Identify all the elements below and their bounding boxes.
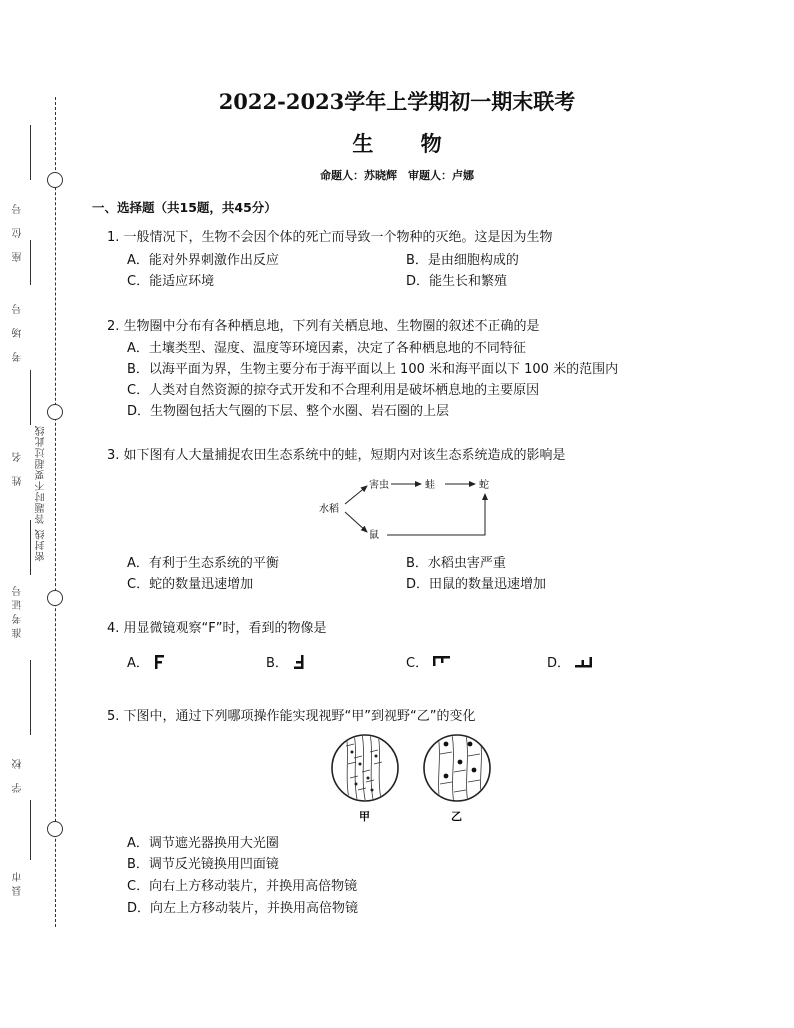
- q2-option-c[interactable]: C．人类对自然资源的掠夺式开发和不合理利用是破坏栖息地的主要原因: [127, 383, 540, 398]
- binding-hole: [47, 821, 63, 837]
- q2-option-a[interactable]: A．土壤类型、湿度、温度等环境因素，决定了各种栖息地的不同特征: [127, 341, 526, 356]
- arrow-rice-mouse: [345, 512, 367, 532]
- q1-option-b[interactable]: B．是由细胞构成的: [406, 253, 519, 268]
- food-web-diagram: [315, 474, 505, 546]
- question-3-stem: 3. 如下图有人大量捕捉农田生态系统中的蛙，短期内对该生态系统造成的影响是: [107, 448, 566, 463]
- food-web-snake: 蛇: [479, 480, 489, 491]
- exam-id-label: 准考证号: [13, 582, 24, 638]
- q4-option-b[interactable]: [266, 652, 306, 671]
- q4-option-c[interactable]: [406, 652, 452, 671]
- f-image-d: [574, 654, 594, 670]
- food-web-mouse: 鼠: [369, 530, 379, 541]
- field-jia-label: 甲: [359, 810, 370, 823]
- field-yi-label: 乙: [451, 810, 462, 823]
- q2-option-d[interactable]: D．生物圈包括大气圈的下层、整个水圈、岩石圈的上层: [127, 404, 450, 419]
- authors-line: 命题人：苏晓辉 审题人：卢娜: [320, 169, 474, 182]
- q2-option-b[interactable]: B．以海平面为界，生物主要分布于海平面以上 100 米和海平面以下 100 米的范围内: [127, 362, 619, 377]
- q1-option-d[interactable]: D．能生长和繁殖: [406, 274, 508, 289]
- question-1-stem: 1. 一般情况下，生物不会因个体的死亡而导致一个物种的灭绝。这是因为生物: [107, 230, 553, 245]
- city-label: 县市: [13, 868, 24, 896]
- binding-hole: [47, 590, 63, 606]
- seal-dashed-line: [55, 97, 56, 927]
- field-jia: [332, 734, 398, 804]
- q4-option-d-label: D．: [547, 656, 571, 671]
- arrow-mouse-snake: [387, 494, 485, 535]
- q4-option-d[interactable]: [547, 652, 594, 671]
- arrow-rice-pest: [345, 486, 367, 504]
- q4-option-a-label: A．: [127, 656, 149, 671]
- binding-hole: [47, 404, 63, 420]
- q4-option-c-label: C．: [406, 656, 429, 671]
- q5-option-c[interactable]: C．向右上方移动装片，并换用高倍物镜: [127, 879, 358, 894]
- f-image-b: [292, 654, 306, 670]
- exam-id-blank[interactable]: [30, 520, 31, 575]
- f-image-c: [432, 654, 452, 670]
- f-image-a: [153, 654, 167, 670]
- microscope-fields-figure: [330, 734, 500, 826]
- q5-option-a[interactable]: A．调节遮光器换用大光圈: [127, 836, 279, 851]
- school-blank[interactable]: [30, 660, 31, 735]
- name-label: 姓名: [13, 438, 24, 486]
- question-4-stem: 4. 用显微镜观察“F”时，看到的物像是: [107, 621, 327, 636]
- question-2-stem: 2. 生物圈中分布有各种栖息地，下列有关栖息地、生物圈的叙述不正确的是: [107, 319, 540, 334]
- q1-option-c[interactable]: C．能适应环境: [127, 274, 215, 289]
- food-web-pest: 害虫: [369, 480, 389, 491]
- q3-option-a[interactable]: A．有利于生态系统的平衡: [127, 556, 279, 571]
- page-title: 2022-2023学年上学期初一期末联考: [218, 89, 576, 114]
- exam-room-label: 考场号: [13, 290, 24, 362]
- exam-room-blank[interactable]: [30, 240, 31, 285]
- field-yi: [424, 734, 490, 804]
- q5-option-d[interactable]: D．向左上方移动装片，并换用高倍物镜: [127, 901, 359, 916]
- q4-option-b-label: B．: [266, 656, 288, 671]
- name-blank[interactable]: [30, 370, 31, 425]
- question-5-stem: 5. 下图中，通过下列哪项操作能实现视野“甲”到视野“乙”的变化: [107, 709, 476, 724]
- q4-option-a[interactable]: [127, 652, 167, 671]
- q3-option-d[interactable]: D．田鼠的数量迅速增加: [406, 577, 547, 592]
- q1-option-a[interactable]: A．能对外界刺激作出反应: [127, 253, 279, 268]
- subject-title: 生 物: [352, 131, 462, 156]
- food-web-rice: 水稻: [319, 504, 339, 515]
- school-label: 学校: [13, 745, 24, 793]
- sealing-note: 密封线 答题时不要超过此线: [36, 425, 47, 562]
- city-blank[interactable]: [30, 800, 31, 860]
- q3-option-b[interactable]: B．水稻虫害严重: [406, 556, 506, 571]
- food-web-frog: 蛙: [425, 480, 435, 491]
- q5-option-b[interactable]: B．调节反光镜换用凹面镜: [127, 857, 279, 872]
- seat-label: 座位号: [13, 190, 24, 262]
- q3-option-c[interactable]: C．蛇的数量迅速增加: [127, 577, 254, 592]
- section-title: 一、选择题（共15题，共45分）: [92, 200, 277, 215]
